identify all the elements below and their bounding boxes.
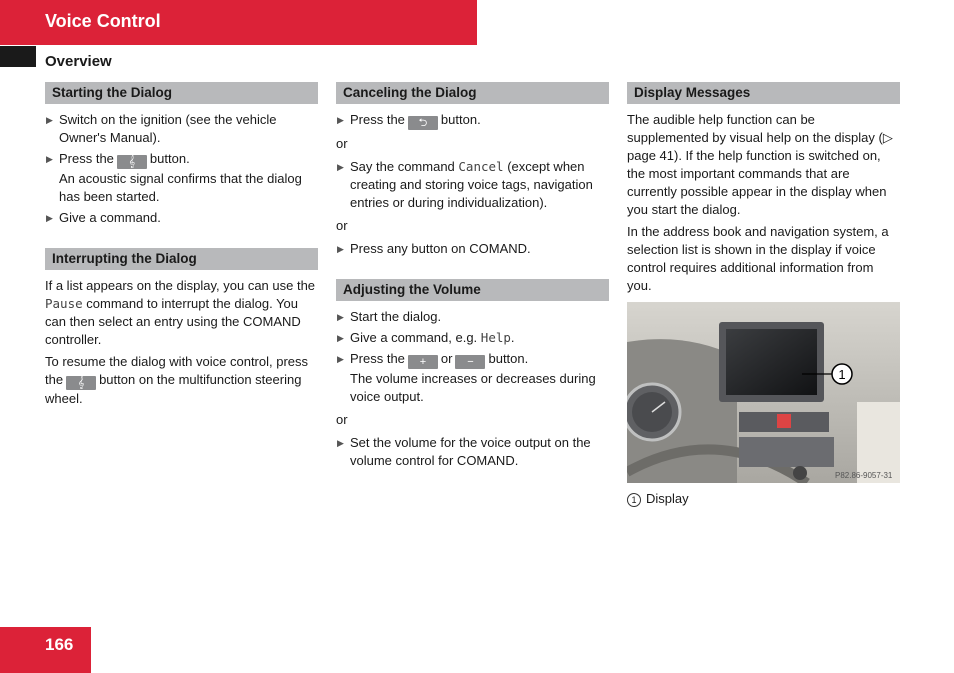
section-tab-marker	[0, 46, 36, 67]
bullet-arrow-icon	[46, 111, 53, 129]
section-heading-interrupting: Interrupting the Dialog	[45, 248, 318, 270]
or-text: or	[336, 136, 348, 151]
bullet-arrow-icon	[337, 350, 344, 368]
list-item: ▶ Switch on the ignition (see the vehicle Owner's Manual).	[45, 111, 318, 147]
caption-number: 1	[627, 493, 641, 507]
header-bar	[0, 0, 477, 45]
list-item: ▶ Press the 𝄞 button. An acoustic signal confirms that the dialog has been started.	[45, 150, 318, 206]
section-heading-starting: Starting the Dialog	[45, 82, 318, 104]
item-note: An acoustic signal confirms that the dialog has been started.	[59, 171, 302, 204]
section-subtitle: Overview	[45, 53, 112, 70]
list-item: ▶ Say the command Cancel (except when creating and storing voice tags, navigation entries or during individualization).	[336, 158, 609, 212]
bullet-arrow-icon	[46, 209, 53, 227]
bullet-arrow-icon	[337, 329, 344, 347]
bullet-arrow-icon	[337, 158, 344, 176]
plus-button-icon: +	[408, 355, 438, 369]
item-note: The volume increases or decreases during voice output.	[350, 371, 596, 404]
column-3	[627, 82, 900, 507]
section-heading-volume: Adjusting the Volume	[336, 279, 609, 301]
voice-button-icon: 𝄞	[117, 155, 147, 169]
section-heading-canceling: Canceling the Dialog	[336, 82, 609, 104]
page-number-box	[0, 627, 91, 673]
paragraph: The audible help function can be supplemented by visual help on the display (▷ page 41). If the help function is switched on, the most important commands that are currently possible appear in the display when you start the dialog.	[627, 112, 893, 217]
list-item: ▶ Press the + or − button. The volume increases or decreases during voice output.	[336, 350, 609, 406]
list-item: ▶ Give a command.	[45, 209, 318, 227]
column-1	[45, 82, 318, 412]
bullet-arrow-icon	[46, 150, 53, 168]
list-item: ▶ Start the dialog.	[336, 308, 609, 326]
photo-caption: 1 Display	[627, 491, 900, 507]
section-heading-display: Display Messages	[627, 82, 900, 104]
callout-1: 1	[838, 367, 846, 382]
list-item: ▶ Give a command, e.g. Help.	[336, 329, 609, 347]
bullet-arrow-icon	[337, 111, 344, 129]
voice-button-icon: 𝄞	[66, 376, 96, 390]
dashboard-display-photo	[627, 302, 900, 483]
bullet-arrow-icon	[337, 434, 344, 452]
bullet-arrow-icon	[337, 308, 344, 326]
back-button-icon: ⮌	[408, 116, 438, 130]
page-number: 166	[45, 635, 74, 654]
paragraph: In the address book and navigation system, a selection list is shown in the display if voice control requires additional information from you.	[627, 224, 889, 293]
list-item: ▶ Press the ⮌ button.	[336, 111, 609, 130]
bullet-arrow-icon	[337, 240, 344, 258]
paragraph: If a list appears on the display, you can use the Pause command to interrupt the dialog. You can then select an entry using the COMAND controller.	[45, 278, 316, 347]
or-text: or	[336, 412, 348, 427]
minus-button-icon: −	[455, 355, 485, 369]
column-2	[336, 82, 609, 473]
or-text: or	[336, 218, 348, 233]
paragraph: To resume the dialog with voice control, press the 𝄞 button on the multifunction steering wheel.	[45, 354, 309, 406]
list-item: ▶ Press any button on COMAND.	[336, 240, 609, 258]
chapter-title: Voice Control	[45, 11, 161, 31]
photo-code: P82.86-9057-31	[835, 471, 893, 480]
list-item: ▶ Set the volume for the voice output on the volume control for COMAND.	[336, 434, 609, 470]
